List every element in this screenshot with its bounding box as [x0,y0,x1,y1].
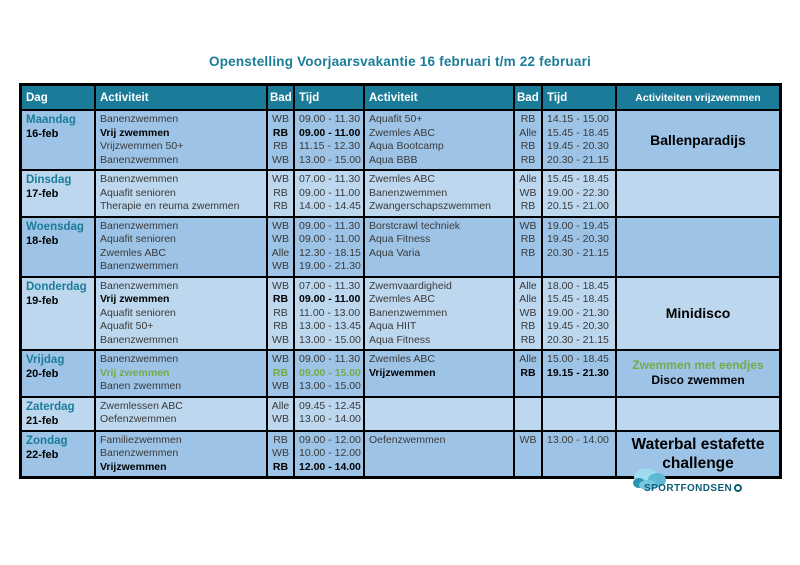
activity-line: Aquafit 50+ [369,113,423,125]
day-cell [22,278,96,350]
header-cell-bad-2: Bad [515,86,543,109]
tijd-line: 20.30 - 21.15 [547,153,609,166]
activity-line: Zwemles ABC [369,173,435,185]
activity-cell-right [365,432,515,477]
activity-line: Banen zwemmen [100,380,182,392]
day-date: 17-feb [26,188,59,200]
activity-line: Aquafit senioren [100,306,176,319]
schedule-body [22,111,779,476]
tijd-cell-right [543,351,617,396]
bad-cell-left [268,218,295,276]
schedule-table [19,83,782,479]
day-name: Maandag [26,114,76,126]
activity-line: Aqua Bootcamp [369,140,444,152]
tijd-line: 19.00 - 21.30 [299,260,361,272]
day-date: 21-feb [26,414,59,427]
activity-line: Aqua Varia [369,246,421,259]
bad-cell-right [515,278,543,350]
logo-text [644,483,742,494]
bad-line: Alle [519,353,537,365]
bad-line: Alle [519,279,537,292]
bad-line: WB [272,153,289,166]
tijd-cell-left [295,398,365,430]
bad-cell-right [515,218,543,276]
day-date: 16-feb [26,128,59,140]
bad-line: RB [272,366,289,379]
bad-cell-right [515,351,543,396]
bad-cell-left [268,351,295,396]
tijd-cell-left [295,111,365,169]
day-cell [22,432,96,477]
activity-cell-right [365,218,515,276]
header-cell-tijd-1: Tijd [295,86,365,109]
bad-line: WB [272,113,289,125]
tijd-line: 15.45 - 18.45 [547,173,609,185]
bad-cell-left [268,111,295,169]
vrijzwemmen-activity: Waterbal estafette challenge [631,435,765,472]
tijd-cell-left [295,278,365,350]
activity-cell-left [96,278,268,350]
bad-line: WB [272,233,289,245]
tijd-line: 11.15 - 12.30 [299,140,361,152]
bad-cell-right [515,171,543,216]
day-date: 19-feb [26,294,59,307]
activity-line: Vrij zwemmen [100,366,170,379]
bad-line: RB [520,333,536,346]
tijd-cell-left [295,432,365,477]
activity-line: Zwemles ABC [369,353,435,365]
bad-line: RB [520,320,536,332]
tijd-line: 15.45 - 18.45 [547,293,609,305]
bad-line: Alle [519,293,537,305]
bad-line: WB [519,433,537,446]
activity-line: Familiezwemmen [100,433,182,446]
bad-cell-left [268,398,295,430]
header-cell-activiteit-2: Activiteit [365,86,515,109]
sportfondsen-logo [632,467,772,503]
activity-line: Vrijzwemmen 50+ [100,140,184,152]
tijd-cell-right [543,398,617,430]
activity-line: Vrijzwemmen [100,460,167,473]
activity-cell-left [96,432,268,477]
bad-line: Alle [271,399,290,412]
tijd-line: 19.00 - 22.30 [547,186,609,199]
activity-line: Aquafit senioren [100,233,176,245]
activity-cell-right [365,278,515,350]
activity-line: Banenzwemmen [369,186,448,199]
vrijzwemmen-activity: Zwemmen met eendjes [632,358,764,373]
day-block [22,216,779,276]
day-cell [22,398,96,430]
activity-line: Aqua BBB [369,153,418,166]
tijd-cell-left [295,171,365,216]
tijd-cell-right [543,171,617,216]
day-cell [22,111,96,169]
bad-line: RB [520,233,536,245]
activity-line: Oefenzwemmen [369,433,446,446]
activity-line: Vrij zwemmen [100,126,170,139]
tijd-line: 19.45 - 20.30 [547,233,609,245]
bad-line: RB [273,186,288,199]
day-name: Donderdag [26,280,87,293]
tijd-cell-right [543,278,617,350]
bad-line: WB [272,413,289,425]
bad-line: WB [519,306,537,319]
activity-line: Zwemles ABC [369,293,435,305]
day-date: 20-feb [26,368,59,380]
vrij-cell [617,398,779,430]
header-row [22,86,779,111]
bad-line: WB [272,380,289,392]
activity-line: Vrijzwemmen [369,366,436,379]
tijd-line: 15.45 - 18.45 [547,126,609,139]
tijd-cell-right [543,218,617,276]
day-cell [22,171,96,216]
bad-line: RB [520,246,536,259]
activity-line: Banenzwemmen [100,333,179,346]
bad-line: WB [519,186,537,199]
vrijzwemmen-activity: Minidisco [665,304,731,321]
activity-line: Banenzwemmen [369,306,448,319]
bad-line: RB [520,153,536,166]
activity-line: Borstcrawl techniek [369,219,461,232]
bad-line: RB [273,140,288,152]
tijd-line: 07.00 - 11.30 [299,279,361,292]
activity-line: Zwangerschapszwemmen [369,200,491,212]
tijd-line: 07.00 - 11.30 [299,173,361,185]
activity-line: Zwemlessen ABC [100,399,183,412]
tijd-line: 13.00 - 14.00 [299,413,361,425]
tijd-line: 19.00 - 19.45 [547,219,609,232]
bad-line: RB [520,366,536,379]
tijd-line: 13.00 - 15.00 [299,333,361,346]
header-cell-activiteit-1: Activiteit [96,86,268,109]
bad-line: WB [272,173,289,185]
tijd-line: 09.00 - 11.30 [299,113,361,125]
day-name: Dinsdag [26,174,72,186]
activity-line: Aquafit 50+ [100,320,154,332]
tijd-cell-right [543,111,617,169]
tijd-line: 13.00 - 14.00 [547,433,609,446]
bad-line: RB [520,113,536,125]
tijd-line: 20.15 - 21.00 [547,200,609,212]
day-cell [22,218,96,276]
tijd-line: 19.15 - 21.30 [547,366,609,379]
tijd-cell-left [295,351,365,396]
activity-cell-left [96,351,268,396]
bad-line: RB [273,320,288,332]
bad-line: WB [272,260,289,272]
tijd-cell-right [543,432,617,477]
tijd-line: 19.00 - 21.30 [547,306,609,319]
bad-line: RB [273,200,288,212]
bad-cell-right [515,432,543,477]
bad-line: RB [273,433,288,446]
tijd-line: 13.00 - 13.45 [299,320,361,332]
activity-line: Banenzwemmen [100,113,179,125]
tijd-line: 14.15 - 15.00 [547,113,609,125]
activity-cell-right [365,398,515,430]
activity-cell-left [96,398,268,430]
tijd-line: 19.45 - 20.30 [547,140,609,152]
day-date: 22-feb [26,448,59,461]
header-cell-tijd-2: Tijd [543,86,617,109]
tijd-line: 09.00 - 11.00 [299,186,361,199]
day-name: Vrijdag [26,354,65,366]
activity-cell-right [365,351,515,396]
bad-line: RB [520,200,536,212]
bad-cell-left [268,278,295,350]
activity-line: Zwemvaardigheid [369,279,452,292]
day-cell [22,351,96,396]
tijd-line: 18.00 - 18.45 [547,279,609,292]
activity-cell-left [96,218,268,276]
vrij-cell [617,111,779,169]
activity-cell-left [96,171,268,216]
day-date: 18-feb [26,234,59,247]
bad-line: RB [520,140,536,152]
bad-cell-right [515,111,543,169]
tijd-line: 09.00 - 11.00 [299,293,361,305]
page-title: Openstelling Voorjaarsvakantie 16 februari t/m 22 februari [209,54,591,69]
activity-line: Vrij zwemmen [100,293,170,305]
activity-line: Banenzwemmen [100,279,179,292]
tijd-line: 09.00 - 11.30 [299,219,361,232]
vrij-cell [617,218,779,276]
tijd-line: 20.30 - 21.15 [547,246,609,259]
tijd-line: 14.00 - 14.45 [299,200,361,212]
bad-line: WB [272,333,289,346]
tijd-line: 12.30 - 18.15 [299,246,361,259]
bad-line: RB [272,126,289,139]
tijd-line: 10.00 - 12.00 [299,447,361,459]
activity-line: Oefenzwemmen [100,413,177,425]
bad-line: RB [273,306,288,319]
activity-line: Aqua Fitness [369,333,431,346]
tijd-line: 13.00 - 15.00 [299,380,361,392]
activity-line: Zwemles ABC [369,126,435,139]
bad-cell-left [268,171,295,216]
activity-line: Banenzwemmen [100,153,179,166]
bad-line: RB [272,293,289,305]
vrijzwemmen-activity: Ballenparadijs [650,131,746,148]
bad-line: Alle [519,173,537,185]
vrijzwemmen-activity: Disco zwemmen [651,373,745,388]
tijd-line: 19.45 - 20.30 [547,320,609,332]
tijd-line: 09.00 - 15.00 [299,366,361,379]
day-name: Zaterdag [26,400,75,413]
bad-line: Alle [519,126,537,139]
activity-line: Aqua HIIT [369,320,417,332]
day-block [22,276,779,350]
bad-line: WB [272,279,289,292]
activity-line: Aquafit senioren [100,186,176,199]
header-cell-dag: Dag [22,86,96,109]
vrij-cell [617,278,779,350]
bad-cell-right [515,398,543,430]
day-block [22,111,779,169]
tijd-cell-left [295,218,365,276]
tijd-line: 11.00 - 13.00 [299,306,361,319]
tijd-line: 15.00 - 18.45 [547,353,609,365]
activity-cell-right [365,171,515,216]
activity-line: Banenzwemmen [100,173,179,185]
bad-line: WB [272,219,289,232]
vrij-cell [617,171,779,216]
day-name: Woensdag [26,220,84,233]
activity-line: Banenzwemmen [100,219,179,232]
tijd-line: 12.00 - 14.00 [299,460,361,473]
tijd-line: 09.00 - 11.00 [299,233,361,245]
header-cell-vrijzwemmen: Activiteiten vrijzwemmen [635,91,761,104]
activity-line: Banenzwemmen [100,353,179,365]
activity-cell-right [365,111,515,169]
activity-cell-left [96,111,268,169]
vrij-cell [617,351,779,396]
bad-line: WB [272,353,289,365]
activity-line: Therapie en reuma zwemmen [100,200,240,212]
tijd-line: 20.30 - 21.15 [547,333,609,346]
bad-line: Alle [271,246,290,259]
tijd-line: 09.00 - 12.00 [299,433,361,446]
bad-line: WB [272,447,289,459]
tijd-line: 09.45 - 12.45 [299,399,361,412]
bad-cell-left [268,432,295,477]
activity-line: Zwemles ABC [100,246,166,259]
logo-circle-mark [734,484,742,492]
tijd-line: 13.00 - 15.00 [299,153,361,166]
day-block [22,396,779,430]
tijd-line: 09.00 - 11.30 [299,353,361,365]
activity-line: Aqua Fitness [369,233,431,245]
day-block [22,349,779,396]
tijd-line: 09.00 - 11.00 [299,126,361,139]
logo-wordmark: SPORTFONDSEN [644,483,733,494]
header-cell-bad-1: Bad [268,86,295,109]
day-name: Zondag [26,434,68,447]
bad-line: WB [519,219,537,232]
activity-line: Banenzwemmen [100,260,179,272]
activity-line: Banenzwemmen [100,447,179,459]
bad-line: RB [272,460,289,473]
day-block [22,169,779,216]
